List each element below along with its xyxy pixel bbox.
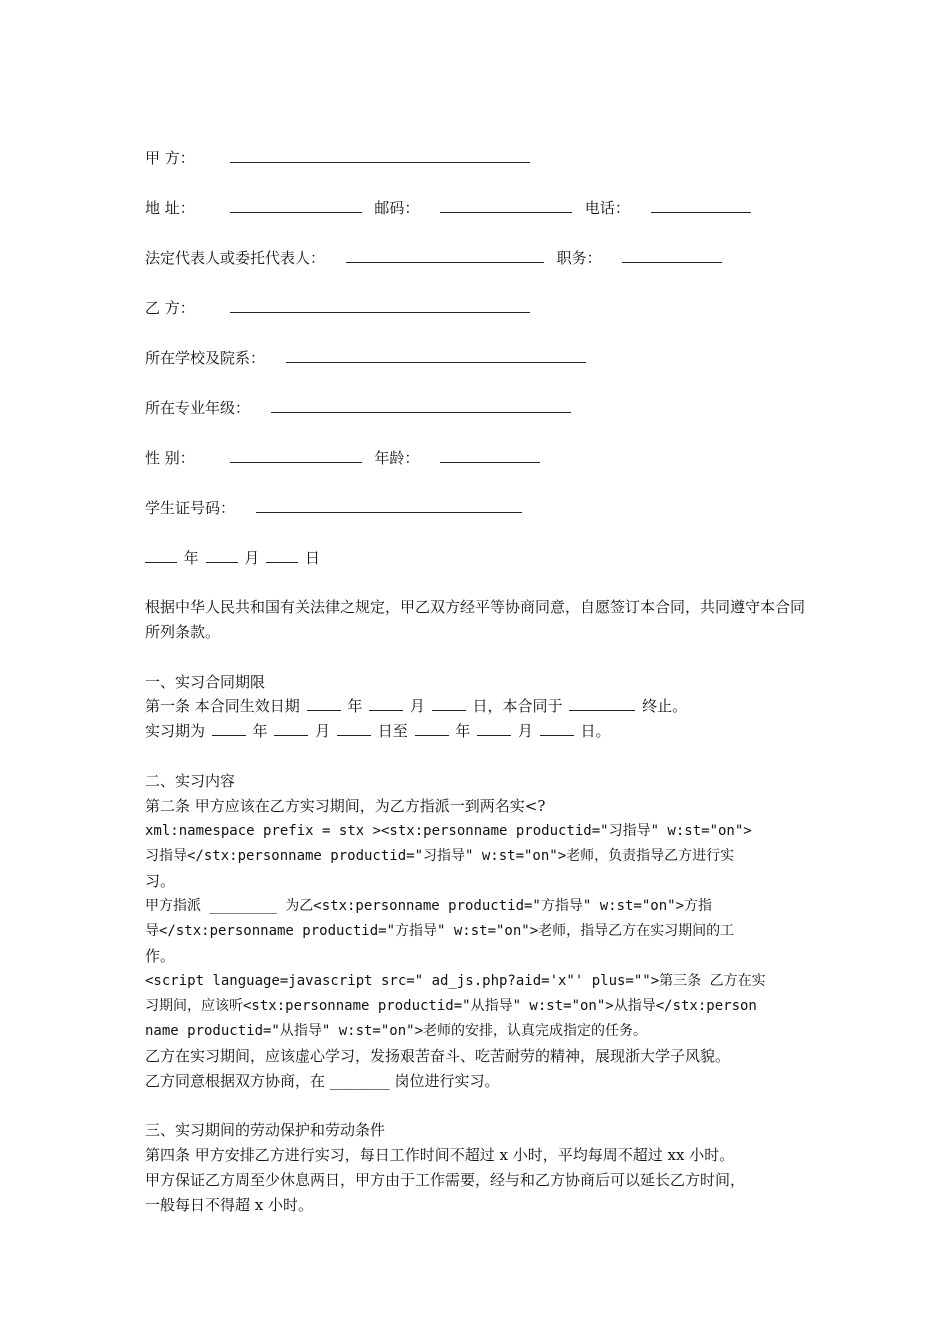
period-month-field[interactable] — [274, 721, 308, 736]
phone-label: 电话： — [584, 199, 630, 217]
major-field[interactable] — [271, 398, 571, 413]
period-year-field[interactable] — [212, 721, 246, 736]
section2-line: 作。 — [145, 947, 176, 965]
art1-day-label: 日，本合同于 — [472, 697, 563, 715]
art1-year-label: 年 — [347, 697, 363, 715]
section3-line: 甲方保证乙方周至少休息两日，甲方由于工作需要，经与和乙方协商后可以延长乙方时间， — [145, 1171, 746, 1189]
art1-month-label: 月 — [409, 697, 425, 715]
period-day2-field[interactable] — [540, 721, 574, 736]
period-day-to-label: 日至 — [377, 722, 408, 740]
date-year-label: 年 — [183, 549, 199, 567]
article1-line — [145, 694, 687, 719]
section2-title: 二、实习内容 — [145, 772, 236, 790]
phone-field[interactable] — [651, 198, 751, 213]
period-month-label: 月 — [315, 722, 331, 740]
school-label: 所在学校及院系： — [145, 349, 266, 367]
section3-title: 三、实习期间的劳动保护和劳动条件 — [145, 1121, 386, 1139]
date-line — [145, 548, 320, 568]
section2-line: 乙方在实习期间，应该虚心学习，发扬艰苦奋斗、吃苦耐劳的精神，展现浙大学子风貌。 — [145, 1047, 731, 1065]
representative-label: 法定代表人或委托代表人： — [145, 249, 326, 267]
section2-line: xml:namespace prefix = stx ><stx:personname productid="习指导" w:st="on"> — [145, 823, 752, 839]
period-line — [145, 719, 610, 744]
date-day-label: 日 — [304, 549, 320, 567]
section2-line: name productid="从指导" w:st="on">老师的安排，认真完成指定的任务。 — [145, 1023, 648, 1039]
intro-paragraph: 根据中华人民共和国有关法律之规定，甲乙双方经平等协商同意，自愿签订本合同，共同遵守本合同所列条款。 — [145, 598, 806, 641]
period-year2-field[interactable] — [415, 721, 449, 736]
representative-field[interactable] — [346, 248, 544, 263]
gender-line — [145, 448, 542, 468]
position-label: 职务： — [556, 249, 602, 267]
address-line — [145, 198, 753, 218]
date-month-field[interactable] — [206, 548, 238, 563]
art1-day-field[interactable] — [432, 696, 466, 711]
date-day-field[interactable] — [266, 548, 298, 563]
student-id-line — [145, 498, 524, 518]
section2-line: 习期间，应该听<stx:personname productid="从指导" w:st="on">从指导</stx:person — [145, 998, 757, 1014]
party-b-field[interactable] — [230, 298, 530, 313]
student-id-field[interactable] — [256, 498, 522, 513]
art1-month-field[interactable] — [369, 696, 403, 711]
gender-label: 性 别： — [145, 449, 195, 467]
postcode-field[interactable] — [440, 198, 572, 213]
section2-line: 导</stx:personname productid="方指导" w:st="on">老师，指导乙方在实习期间的工 — [145, 923, 735, 939]
age-label: 年龄： — [374, 449, 420, 467]
section2-line: 甲方指派 ________ 为乙<stx:personname productid="方指导" w:st="on">方指 — [145, 898, 713, 914]
party-b-label: 乙 方： — [145, 299, 195, 317]
section3-line: 第四条 甲方安排乙方进行实习，每日工作时间不超过 x 小时，平均每周不超过 xx 小时。 — [145, 1146, 735, 1164]
date-month-label: 月 — [244, 549, 260, 567]
period-day2-label: 日。 — [580, 722, 611, 740]
section2-line: 乙方同意根据双方协商，在 ________ 岗位进行实习。 — [145, 1072, 500, 1090]
period-day-field[interactable] — [337, 721, 371, 736]
section2-line: 习。 — [145, 872, 176, 890]
address-label: 地 址： — [145, 199, 195, 217]
party-a-line — [145, 148, 532, 168]
art1-year-field[interactable] — [307, 696, 341, 711]
period-label: 实习期为 — [145, 722, 206, 740]
section2-line: 习指导</stx:personname productid="习指导" w:st="on">老师，负责指导乙方进行实 — [145, 848, 735, 864]
period-year-label: 年 — [252, 722, 268, 740]
position-field[interactable] — [622, 248, 722, 263]
gender-field[interactable] — [230, 448, 362, 463]
school-line — [145, 348, 588, 368]
section2-line: <script language=javascript src=" ad_js.php?aid='x"' plus="">第三条 乙方在实 — [145, 973, 766, 989]
address-field[interactable] — [230, 198, 362, 213]
party-a-label: 甲 方： — [145, 149, 195, 167]
age-field[interactable] — [440, 448, 540, 463]
article1-text: 第一条 本合同生效日期 — [145, 697, 300, 715]
section1-title: 一、实习合同期限 — [145, 673, 266, 691]
period-year2-label: 年 — [455, 722, 471, 740]
party-a-field[interactable] — [230, 148, 530, 163]
date-year-field[interactable] — [145, 548, 177, 563]
major-label: 所在专业年级： — [145, 399, 251, 417]
period-month2-field[interactable] — [477, 721, 511, 736]
period-month2-label: 月 — [517, 722, 533, 740]
representative-line — [145, 248, 724, 268]
section2-line: 第二条 甲方应该在乙方实习期间，为乙方指派一到两名实<? — [145, 797, 546, 815]
postcode-label: 邮码： — [374, 199, 420, 217]
major-line — [145, 398, 573, 418]
school-field[interactable] — [286, 348, 586, 363]
art1-end-label: 终止。 — [642, 697, 688, 715]
student-id-label: 学生证号码： — [145, 499, 236, 517]
section3-line: 一般每日不得超 x 小时。 — [145, 1196, 313, 1214]
party-b-line — [145, 298, 532, 318]
art1-end-field[interactable] — [569, 696, 635, 711]
